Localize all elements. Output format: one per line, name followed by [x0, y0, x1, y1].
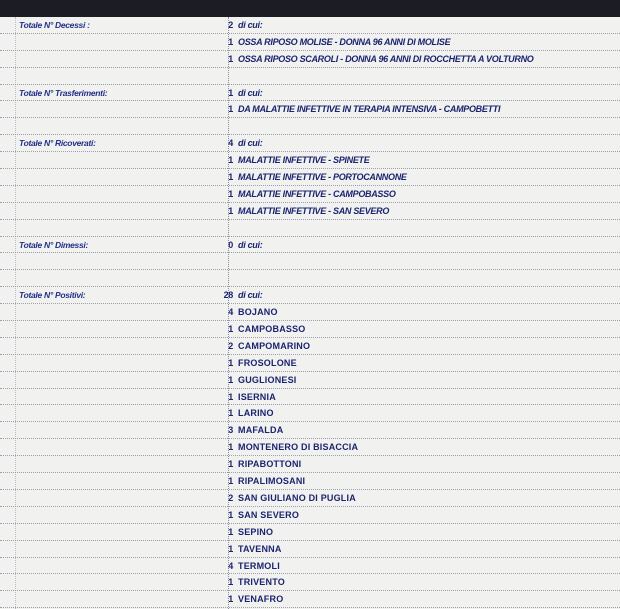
section-total: 1 [228, 87, 233, 98]
detail-text: TERMOLI [238, 560, 280, 571]
detail-count: 1 [228, 357, 233, 368]
detail-text: OSSA RIPOSO SCAROLI - DONNA 96 ANNI DI ROCCHETTA A VOLTURNO [238, 53, 534, 64]
section-total-text: di cui: [238, 138, 263, 149]
blank-row [0, 118, 620, 135]
section-total-text: di cui: [238, 290, 263, 301]
section-total: 4 [228, 138, 233, 149]
detail-count: 4 [228, 560, 233, 571]
blank-row [0, 220, 620, 237]
detail-text: SAN SEVERO [238, 509, 300, 520]
detail-count: 1 [228, 577, 233, 588]
detail-count: 1 [228, 324, 233, 335]
detail-row [0, 405, 620, 422]
detail-count: 1 [228, 408, 233, 419]
detail-text: MAFALDA [238, 425, 284, 436]
detail-row [0, 304, 620, 321]
detail-row [0, 169, 620, 186]
blank-row [0, 68, 620, 85]
detail-text: RIPABOTTONI [238, 459, 302, 470]
section-header-row [0, 287, 620, 304]
detail-text: VENAFRO [238, 594, 284, 605]
detail-row [0, 355, 620, 372]
detail-text: OSSA RIPOSO MOLISE - DONNA 96 ANNI DI MOLISE [238, 36, 451, 47]
detail-count: 4 [228, 307, 233, 318]
section-total: 2 [228, 20, 233, 30]
section-total-text: di cui: [238, 20, 263, 30]
detail-text: MALATTIE INFETTIVE - SPINETE [238, 155, 370, 166]
blank-row [0, 270, 620, 287]
detail-count: 1 [228, 526, 233, 537]
section-label: Totale N° Trasferimenti: [19, 87, 108, 98]
detail-text: RIPALIMOSANI [238, 476, 306, 487]
section-label: Totale N° Dimessi: [19, 239, 89, 250]
detail-count: 1 [228, 374, 233, 385]
blank-row [0, 253, 620, 270]
detail-text: MALATTIE INFETTIVE - SAN SEVERO [238, 205, 390, 216]
detail-text: CAMPOMARINO [238, 340, 311, 351]
detail-count: 1 [228, 509, 233, 520]
detail-text: CAMPOBASSO [238, 324, 306, 335]
section-header-row [0, 85, 620, 102]
detail-row [0, 101, 620, 118]
section-total-text: di cui: [238, 239, 263, 250]
detail-text: BOJANO [238, 307, 278, 318]
detail-row [0, 389, 620, 406]
detail-row [0, 524, 620, 541]
section-total: 0 [228, 239, 233, 250]
detail-count: 1 [228, 188, 233, 199]
top-bar [0, 0, 620, 17]
detail-count: 1 [228, 391, 233, 402]
detail-text: TRIVENTO [238, 577, 285, 588]
detail-row [0, 507, 620, 524]
detail-text: LARINO [238, 408, 274, 419]
report-rows [0, 17, 620, 608]
section-label: Totale N° Ricoverati: [19, 138, 96, 149]
detail-row [0, 490, 620, 507]
section-header-row [0, 135, 620, 152]
detail-row [0, 321, 620, 338]
detail-text: FROSOLONE [238, 357, 297, 368]
detail-row [0, 152, 620, 169]
detail-row [0, 203, 620, 220]
detail-count: 1 [228, 155, 233, 166]
spreadsheet-sheet [0, 17, 620, 609]
detail-text: TAVENNA [238, 543, 282, 554]
section-label: Totale N° Positivi: [19, 290, 86, 301]
detail-row [0, 439, 620, 456]
detail-row [0, 338, 620, 355]
section-header-row [0, 17, 620, 34]
section-header-row [0, 237, 620, 254]
detail-row [0, 372, 620, 389]
detail-count: 1 [228, 53, 233, 64]
detail-count: 2 [228, 492, 233, 503]
detail-count: 2 [228, 340, 233, 351]
detail-row [0, 558, 620, 575]
detail-count: 1 [228, 442, 233, 453]
detail-count: 1 [228, 594, 233, 605]
detail-row [0, 186, 620, 203]
detail-row [0, 422, 620, 439]
section-label: Totale N° Decessi : [19, 20, 90, 30]
detail-count: 1 [228, 104, 233, 115]
detail-count: 1 [228, 172, 233, 183]
detail-text: ISERNIA [238, 391, 276, 402]
detail-count: 1 [228, 476, 233, 487]
detail-row [0, 591, 620, 608]
detail-text: SEPINO [238, 526, 274, 537]
detail-row [0, 34, 620, 51]
detail-count: 1 [228, 459, 233, 470]
detail-text: MALATTIE INFETTIVE - CAMPOBASSO [238, 188, 396, 199]
detail-count: 1 [228, 36, 233, 47]
detail-row [0, 541, 620, 558]
section-total-text: di cui: [238, 87, 263, 98]
detail-row [0, 574, 620, 591]
detail-row [0, 456, 620, 473]
section-total: 28 [223, 290, 233, 301]
detail-text: MONTENERO DI BISACCIA [238, 442, 359, 453]
detail-count: 1 [228, 543, 233, 554]
detail-count: 1 [228, 205, 233, 216]
detail-row [0, 473, 620, 490]
detail-text: DA MALATTIE INFETTIVE IN TERAPIA INTENSIVA - CAMPOBETTI [238, 104, 501, 115]
detail-count: 3 [228, 425, 233, 436]
detail-text: MALATTIE INFETTIVE - PORTOCANNONE [238, 172, 407, 183]
detail-text: GUGLIONESI [238, 374, 297, 385]
detail-row [0, 51, 620, 68]
detail-text: SAN GIULIANO DI PUGLIA [238, 492, 356, 503]
